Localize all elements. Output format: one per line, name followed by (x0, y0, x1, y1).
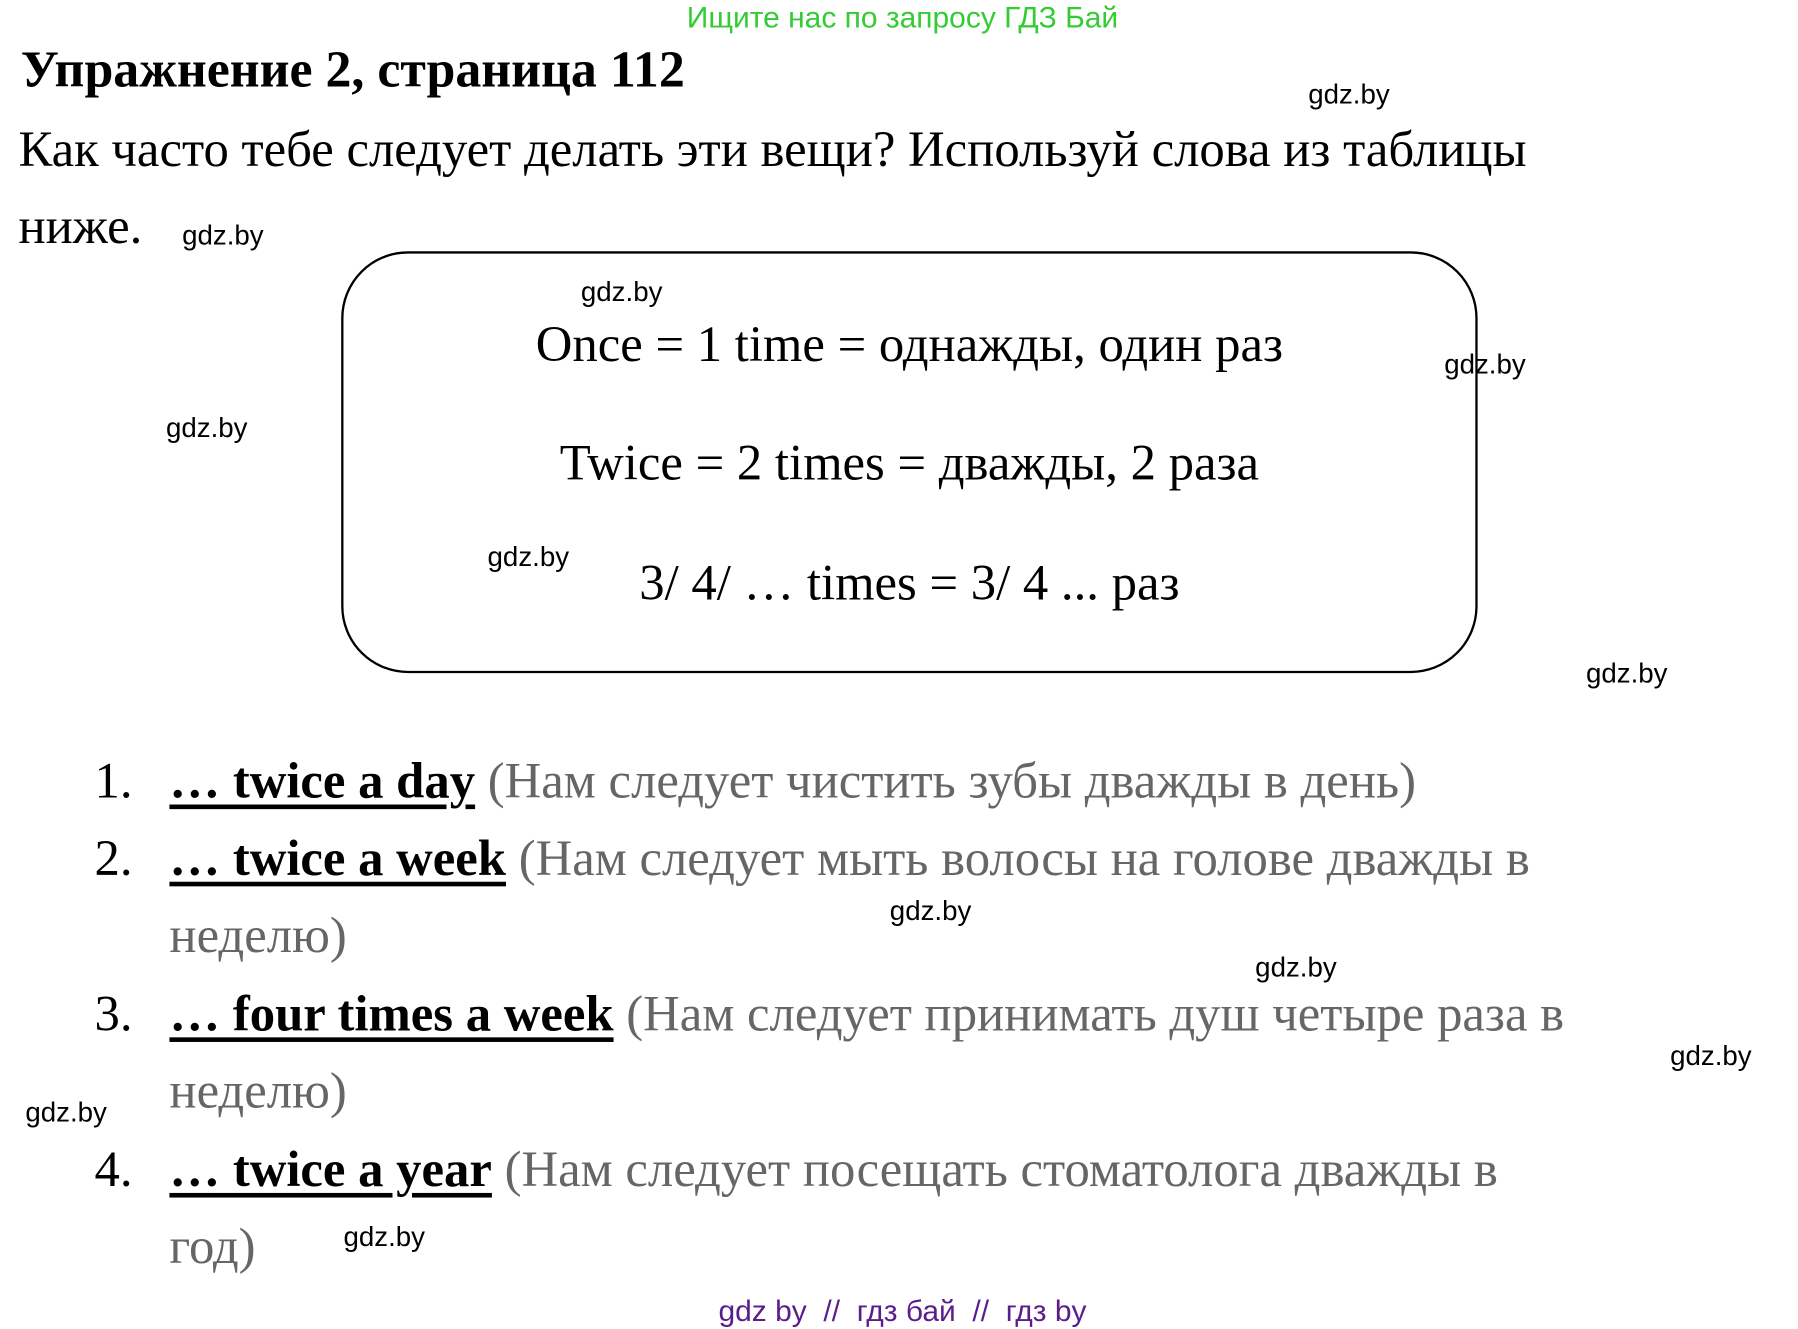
answer-item-1 (169, 751, 1416, 810)
watermark: gdz.by (1255, 952, 1337, 984)
translation-text: (Нам следует мыть волосы на голове дважды в (518, 829, 1530, 887)
watermark: gdz.by (165, 412, 248, 444)
watermark: gdz.by (1670, 1040, 1752, 1072)
answer-text: … twice a day (169, 752, 476, 810)
translation-continuation: неделю) (169, 907, 347, 964)
translation-text: (Нам следует чистить зубы дважды в день) (487, 752, 1416, 810)
answer-item-3 (169, 984, 1564, 1043)
reference-twice: Twice = 2 times = дважды, 2 раза (559, 434, 1260, 492)
item-number: 2. (94, 829, 133, 887)
answer-item-2 (169, 829, 1529, 888)
reference-once: Once = 1 time = однажды, один раз (535, 315, 1284, 373)
translation-continuation: неделю) (169, 1062, 347, 1120)
answer-text: … twice a week (169, 829, 507, 887)
answer-item-4 (169, 1140, 1497, 1199)
watermark: gdz.by (1444, 349, 1526, 381)
footer-links: gdz by // гдз бай // гдз by (718, 1293, 1087, 1328)
item-number: 3. (94, 985, 133, 1042)
watermark: gdz.by (182, 220, 264, 252)
watermark: gdz.by (1308, 79, 1390, 111)
answer-text: … four times a week (169, 985, 614, 1042)
translation-continuation: год) (169, 1218, 256, 1275)
translation-text: (Нам следует посещать стоматолога дважды в (504, 1141, 1498, 1198)
watermark: gdz.by (25, 1097, 107, 1129)
instruction-line-1: Как часто тебе следует делать эти вещи? Используй слова из таблицы (18, 121, 1527, 178)
item-number: 4. (94, 1141, 133, 1198)
reference-times: 3/ 4/ … times = 3/ 4 ... раз (639, 554, 1180, 611)
watermark: gdz.by (889, 895, 972, 927)
answer-text: … twice a year (169, 1141, 492, 1198)
instruction-line-2: ниже. (18, 198, 143, 255)
watermark: gdz.by (487, 541, 570, 573)
translation-text: (Нам следует принимать душ четыре раза в (626, 985, 1565, 1042)
item-number: 1. (94, 752, 133, 810)
promo-banner: Ищите нас по запросу ГДЗ Бай (686, 0, 1119, 35)
watermark: gdz.by (343, 1221, 425, 1253)
watermark: gdz.by (1585, 658, 1668, 690)
watermark: gdz.by (580, 276, 663, 308)
page-title: Упражнение 2, страница 112 (20, 40, 685, 98)
